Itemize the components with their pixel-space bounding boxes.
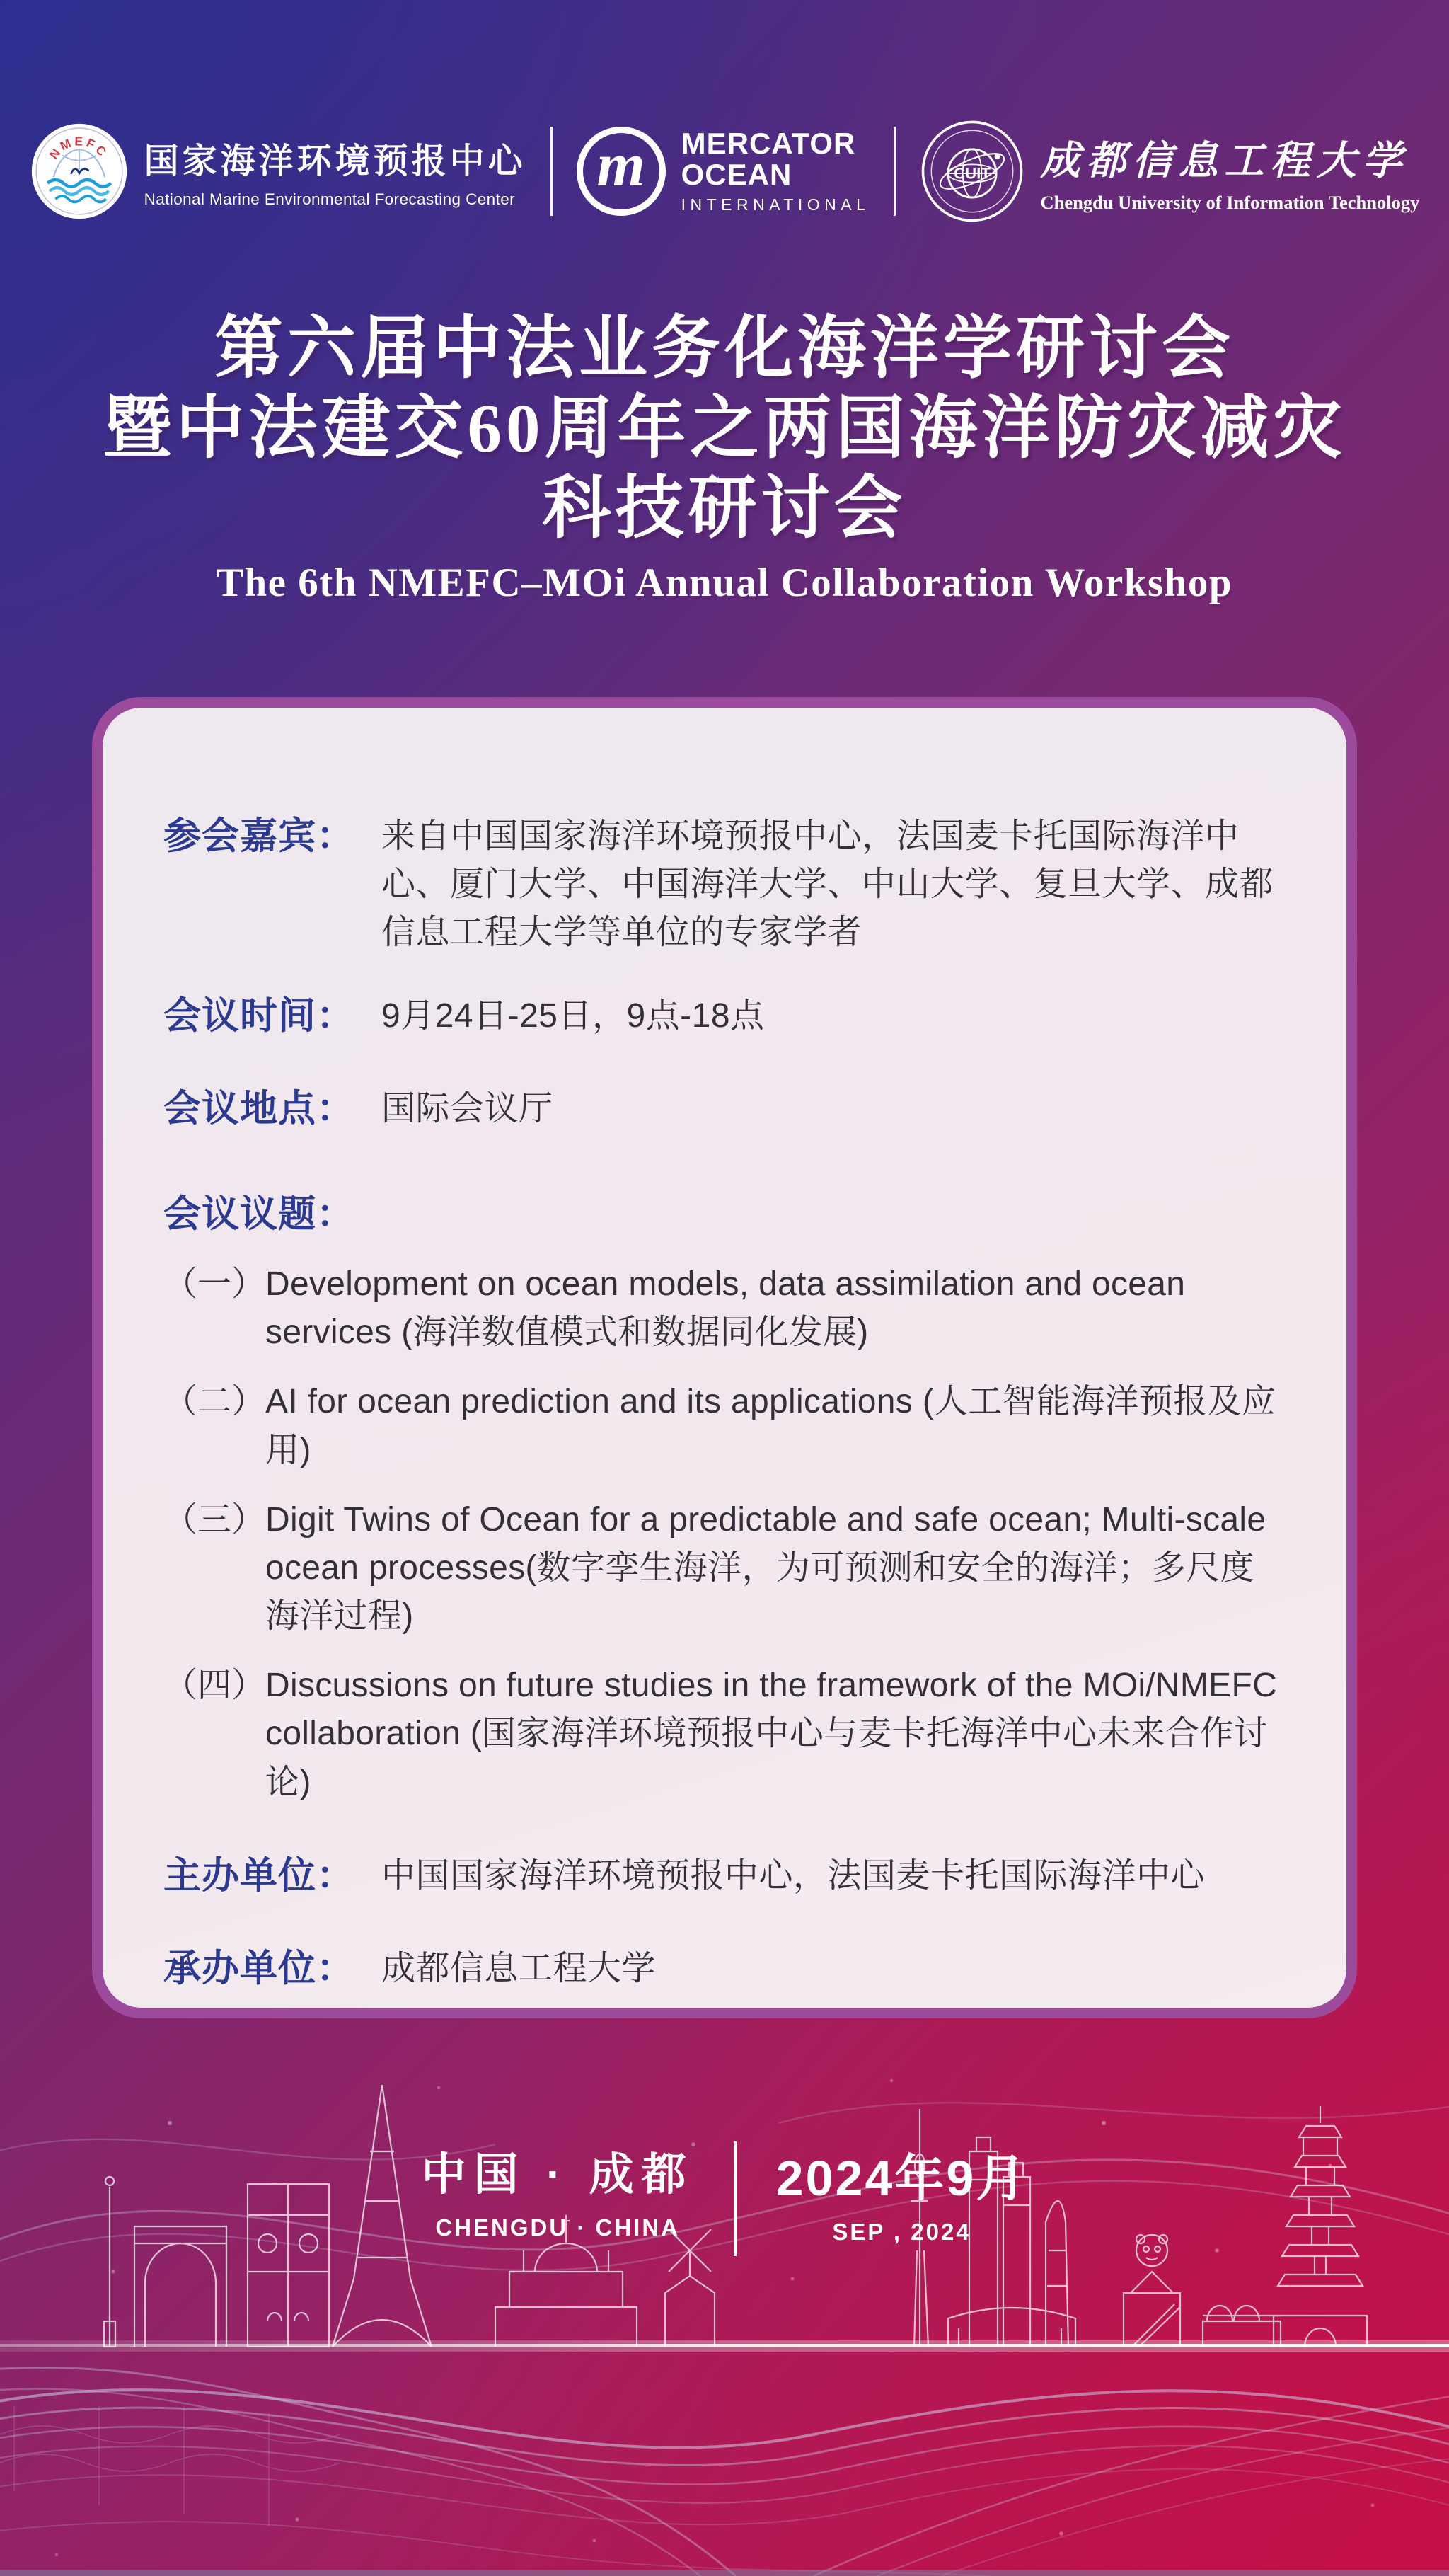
footer-divider (734, 2141, 737, 2256)
host-row (163, 1852, 1284, 1901)
venue-text: 国际会议厅 (381, 1090, 553, 1128)
agenda-item-3 (163, 1496, 1284, 1640)
mercator-brand (577, 127, 870, 216)
cuit-name-zh: 成都信息工程大学 (1040, 139, 1409, 183)
agenda-item-1-number: （一） (163, 1265, 266, 1304)
info-card (92, 697, 1357, 2018)
cuit-names (1040, 130, 1419, 214)
nmefc-name-zh: 国家海洋环境预报中心 (144, 142, 526, 180)
city-en: CHENGDU · CHINA (435, 2214, 680, 2241)
cuit-name-en: Chengdu University of Information Technology (1040, 191, 1420, 213)
host-label: 主办单位： (163, 1854, 354, 1897)
date-block (776, 2139, 1028, 2246)
agenda-item-2 (163, 1378, 1284, 1474)
agenda-item-3-number: （三） (163, 1500, 266, 1539)
agenda-item-4-number: （四） (163, 1667, 266, 1705)
nmefc-names (144, 134, 526, 209)
agenda-item-1-text: Development on ocean models, data assimilation and ocean services (海洋数值模式和数据同化发展) (265, 1265, 1186, 1352)
title-line3: 科技研讨会 (542, 471, 907, 546)
title-block (0, 309, 1449, 606)
organizer-text: 成都信息工程大学 (381, 1949, 657, 1987)
agenda-item-1 (163, 1260, 1284, 1357)
title-line1: 第六届中法业务化海洋学研讨会 (214, 311, 1235, 386)
header-divider-2 (894, 127, 896, 216)
header-logos (0, 119, 1449, 224)
skyline-waves-decoration (0, 2038, 1449, 2576)
cuit-logo-text: CUIT (954, 164, 991, 183)
date-zh: 2024年9月 (775, 2151, 1028, 2206)
agenda-item-4-text: Discussions on future studies in the framework of the MOi/NMEFC collaboration (国家海洋环境预报中心与麦卡托海洋中心未来合作讨论) (265, 1667, 1278, 1801)
mercator-line3: INTERNATIONAL (681, 195, 870, 214)
agenda-item-2-text: AI for ocean prediction and its applications (人工智能海洋预报及应用) (265, 1383, 1276, 1469)
cuit-logo-icon (920, 119, 1024, 224)
mercator-logo-letter: m (596, 131, 645, 200)
time-text: 9月24日-25日，9点-18点 (381, 997, 765, 1035)
agenda-block (163, 1190, 1284, 1806)
guests-row (163, 812, 1284, 957)
organizer-row (163, 1945, 1284, 1994)
date-en: SEP , 2024 (832, 2219, 971, 2245)
agenda-item-2-number: （二） (163, 1383, 266, 1421)
mercator-names (681, 128, 870, 214)
host-text: 中国国家海洋环境预报中心，法国麦卡托国际海洋中心 (381, 1856, 1206, 1894)
organizer-label: 承办单位： (163, 1947, 354, 1989)
guests-label: 参会嘉宾： (163, 815, 354, 857)
title-zh (0, 309, 1449, 548)
city-block (422, 2139, 694, 2241)
agenda-item-3-text: Digit Twins of Ocean for a predictable and safe ocean; Multi-scale ocean processes(数字孪生海洋，为可预测和安全的海洋；多尺度海洋过程) (265, 1500, 1266, 1635)
header-divider-1 (550, 127, 553, 216)
agenda-item-4 (163, 1662, 1284, 1806)
mercator-line2: OCEAN (681, 157, 792, 191)
nmefc-name-en: National Marine Environmental Forecasting Center (144, 190, 516, 208)
cuit-brand (920, 119, 1419, 224)
nmefc-brand (30, 122, 526, 221)
venue-row (163, 1085, 1284, 1134)
city-zh: 中国 · 成都 (421, 2150, 694, 2200)
nmefc-logo-text: NMEFC (46, 134, 111, 162)
time-row (163, 992, 1284, 1041)
venue-label: 会议地点： (163, 1088, 354, 1130)
guests-text: 来自中国国家海洋环境预报中心，法国麦卡托国际海洋中心、厦门大学、中国海洋大学、中山大学、复旦大学、成都信息工程大学等单位的专家学者 (381, 817, 1274, 952)
agenda-label: 会议议题： (163, 1193, 354, 1236)
mercator-line1: MERCATOR (681, 126, 856, 160)
time-label: 会议时间： (163, 995, 354, 1037)
title-line2: 暨中法建交60周年之两国海洋防灾减灾 (103, 391, 1346, 466)
title-en: The 6th NMEFC–MOi Annual Collaboration Workshop (216, 560, 1233, 605)
footer-city-date (0, 2139, 1449, 2256)
nmefc-logo-icon (30, 122, 129, 221)
mercator-ocean-logo-icon (577, 127, 666, 216)
